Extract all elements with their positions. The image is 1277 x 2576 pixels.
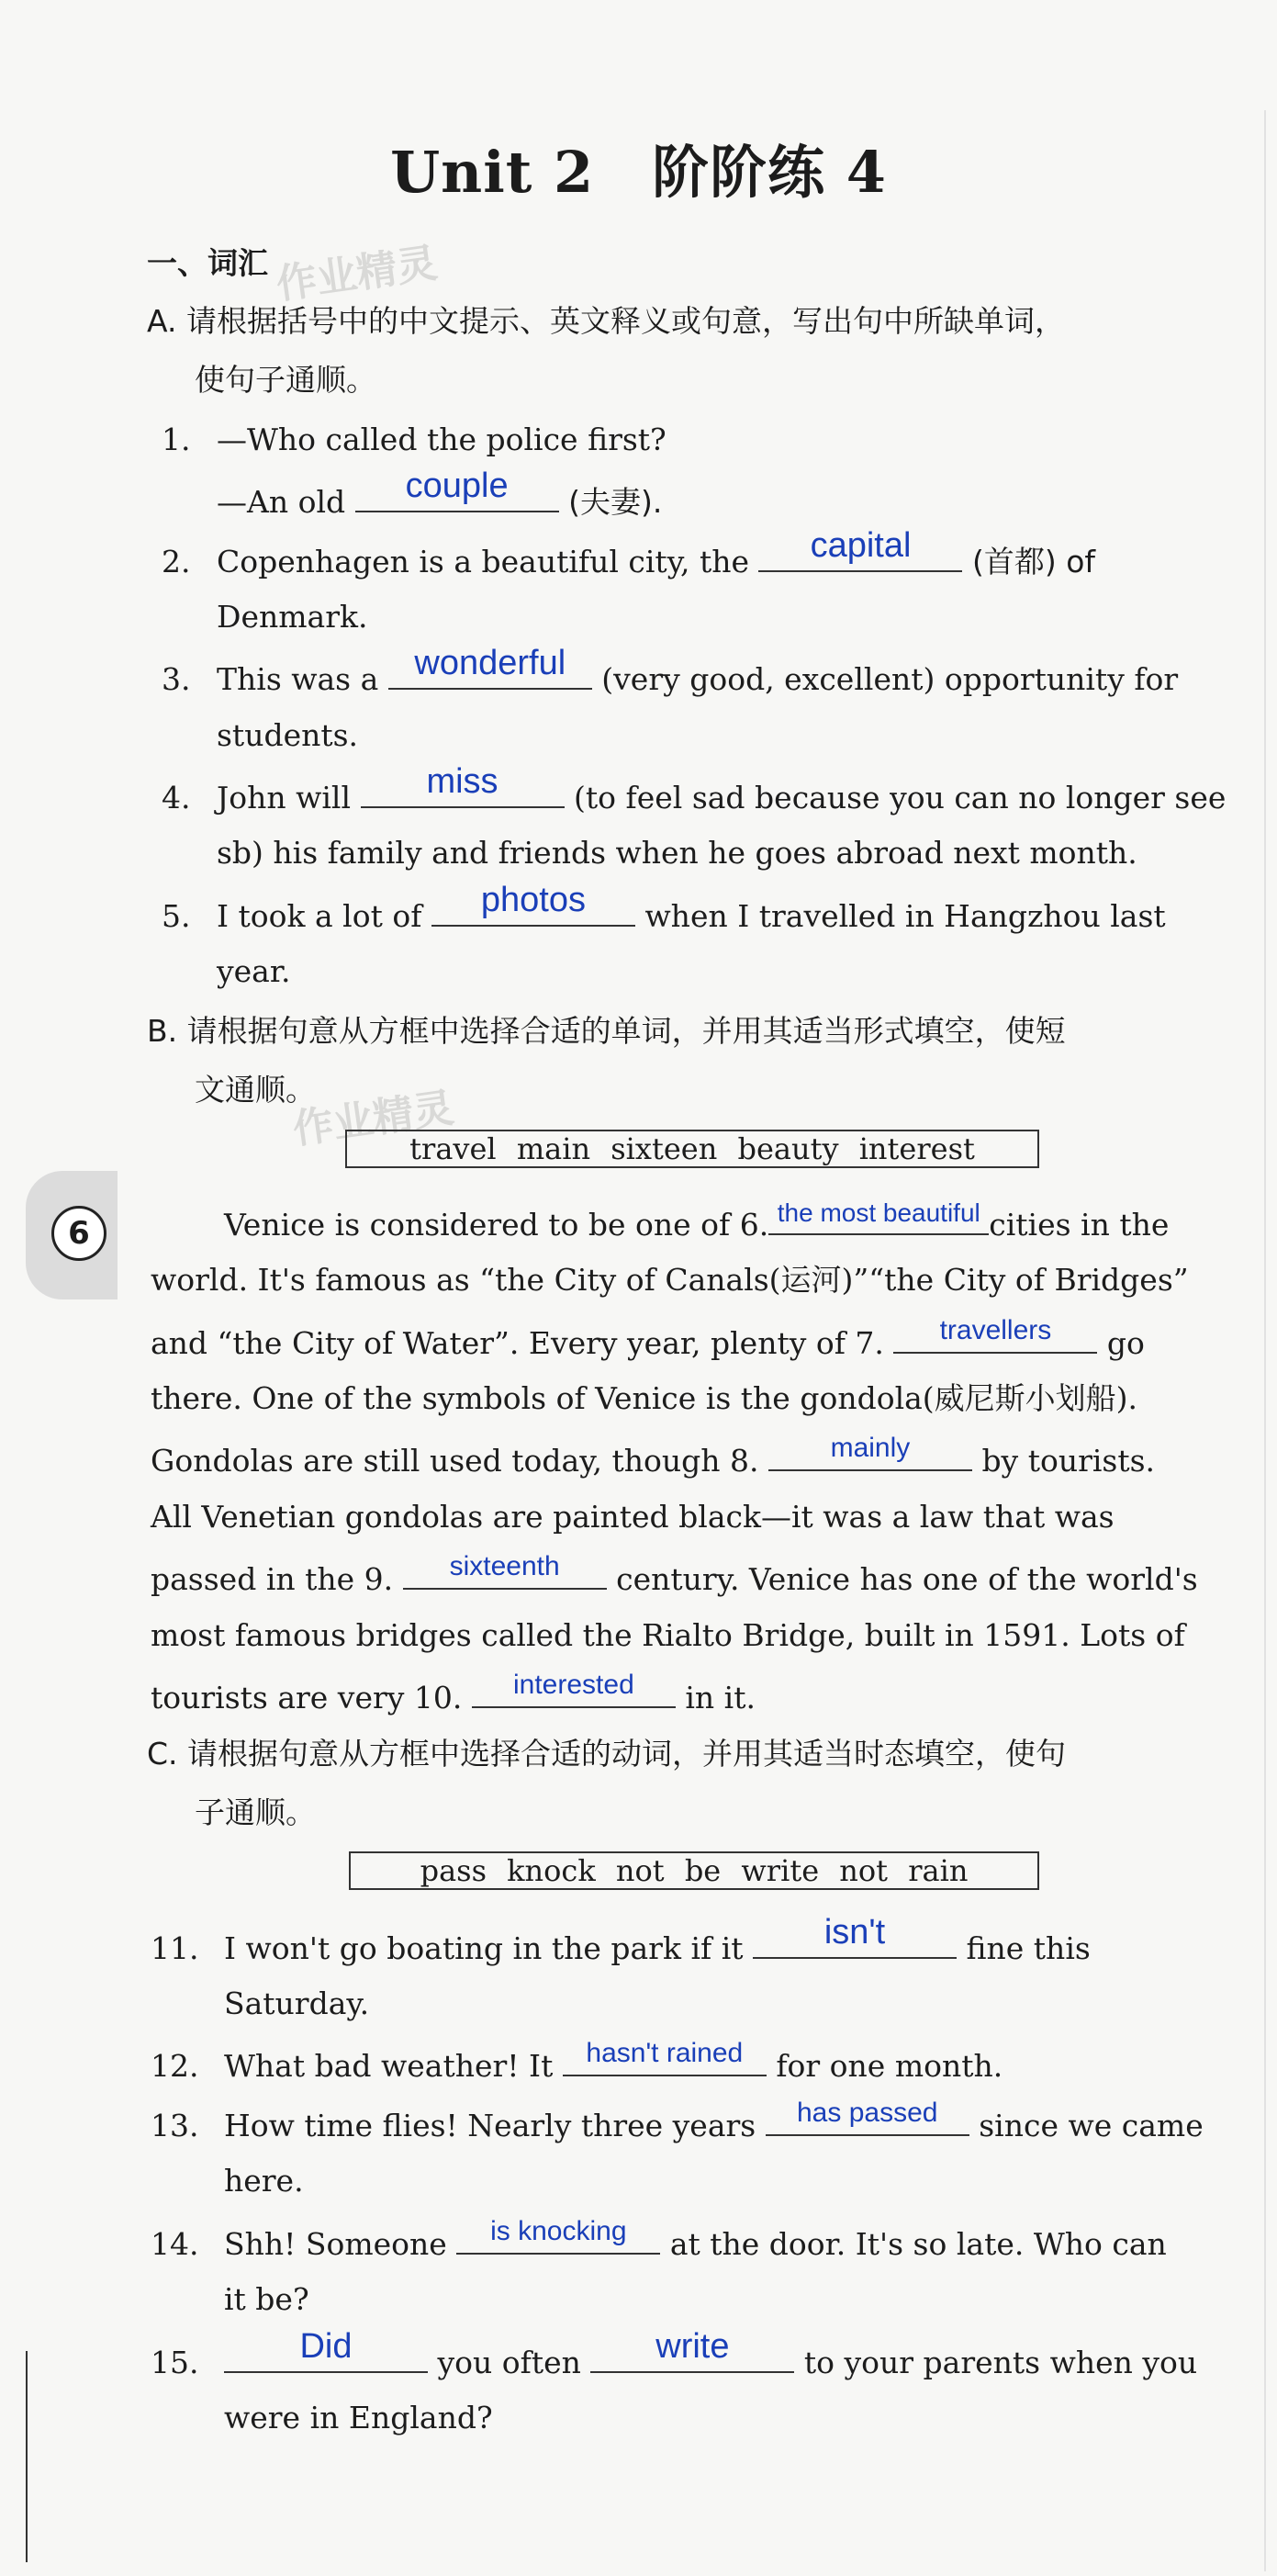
binding-line: [26, 2351, 28, 2562]
answer-blank[interactable]: [563, 2038, 767, 2076]
answer-blank[interactable]: [403, 1551, 607, 1590]
passage-line: [151, 1670, 756, 1715]
part-a-instruction: 使句子通顺。: [195, 362, 376, 398]
section-heading: 一、词汇: [147, 245, 268, 281]
answer-blank[interactable]: [753, 1913, 957, 1959]
question-text: How time flies! Nearly three years: [224, 2108, 756, 2143]
question-number: 5.: [162, 898, 191, 934]
question-number: 11.: [151, 1930, 199, 1966]
answer-text: write: [655, 2327, 730, 2366]
question-text: sb) his family and friends when he goes abroad next month.: [217, 835, 1137, 871]
question-text: This was a: [217, 661, 379, 697]
passage-text: in it.: [685, 1680, 756, 1715]
answer-blank[interactable]: [768, 1198, 989, 1235]
answer-blank[interactable]: [361, 762, 565, 808]
question-15: [151, 2327, 1198, 2380]
answer-text: capital: [810, 526, 912, 565]
question-number: 14.: [151, 2226, 199, 2262]
question-text: you often: [437, 2345, 581, 2380]
question-text: —An old: [217, 484, 346, 520]
question-text: Saturday.: [224, 1985, 370, 2021]
question-text: (首都) of: [971, 544, 1096, 579]
answer-blank[interactable]: [472, 1670, 676, 1708]
page-title: Unit 2 阶阶练 4: [390, 139, 887, 206]
answer-text: photos: [480, 881, 586, 919]
watermark: 作业精灵: [289, 1084, 457, 1153]
part-a-instruction: A. 请根据括号中的中文提示、英文释义或句意，写出句中所缺单词，: [147, 303, 1065, 339]
answer-blank[interactable]: [388, 644, 592, 690]
question-number: 3.: [162, 661, 191, 697]
question-1: [162, 424, 667, 455]
question-text: here.: [224, 2163, 304, 2199]
answer-blank[interactable]: [893, 1315, 1097, 1354]
question-13: [151, 2098, 1204, 2143]
question-number: 4.: [162, 780, 191, 816]
question-text: Copenhagen is a beautiful city, the: [217, 544, 749, 579]
question-3: [162, 644, 1179, 697]
answer-text: isn't: [823, 1913, 886, 1952]
question-number: 2.: [162, 544, 191, 579]
question-text: I took a lot of: [217, 898, 422, 934]
passage-line: [224, 1198, 1170, 1243]
question-text: for one month.: [776, 2048, 1003, 2084]
passage-text: and “the City of Water”. Every year, plenty of 7.: [151, 1325, 884, 1361]
question-number: 12.: [151, 2048, 199, 2084]
answer-text: has passed: [797, 2098, 938, 2128]
passage-line: [151, 1315, 1145, 1361]
answer-text: the most beautiful: [777, 1198, 980, 1227]
passage-text: century. Venice has one of the world's: [616, 1561, 1198, 1597]
passage-line: [151, 1551, 1198, 1597]
question-number: 13.: [151, 2108, 199, 2143]
question-number: 15.: [151, 2345, 199, 2380]
question-text: to your parents when you: [803, 2345, 1198, 2380]
answer-text: miss: [426, 762, 498, 801]
passage-line: [151, 1433, 1156, 1479]
question-text: at the door. It's so late. Who can: [669, 2226, 1167, 2262]
answer-blank[interactable]: [758, 526, 962, 572]
part-b-instruction: 文通顺。: [195, 1072, 316, 1108]
part-c-instruction: 子通顺。: [195, 1794, 316, 1830]
question-text: I won't go boating in the park if it: [224, 1930, 744, 1966]
answer-text: wonderful: [414, 644, 566, 682]
question-text: it be?: [224, 2281, 309, 2317]
passage-text: Venice is considered to be one of 6.: [224, 1207, 769, 1243]
question-text: (to feel sad because you can no longer see: [574, 780, 1227, 816]
word-box: travel main sixteen beauty interest: [345, 1130, 1039, 1168]
answer-blank[interactable]: [224, 2327, 428, 2373]
answer-blank[interactable]: [431, 881, 635, 927]
watermark: 作业精灵: [273, 239, 441, 309]
passage-text: passed in the 9.: [151, 1561, 394, 1597]
answer-text: interested: [513, 1670, 634, 1700]
passage-line: world. It's famous as “the City of Canals(运河)”“the City of Bridges”: [151, 1262, 1189, 1298]
passage-text: cities in the: [989, 1207, 1170, 1243]
question-2: [162, 526, 1096, 579]
question-text: students.: [217, 717, 359, 753]
question-text: were in England?: [224, 2400, 493, 2435]
question-text: (very good, excellent) opportunity for: [601, 661, 1179, 697]
answer-text: sixteenth: [449, 1551, 560, 1581]
answer-text: couple: [405, 467, 509, 505]
part-b-instruction: B. 请根据句意从方框中选择合适的单词，并用其适当形式填空，使短: [147, 1013, 1066, 1049]
answer-blank[interactable]: [355, 467, 559, 512]
word-box: pass knock not be write not rain: [349, 1851, 1039, 1890]
answer-blank[interactable]: [766, 2098, 969, 2136]
passage-line: there. One of the symbols of Venice is the gondola(威尼斯小划船).: [151, 1380, 1138, 1416]
question-text: —Who called the police first?: [217, 422, 667, 457]
question-text: Denmark.: [217, 599, 368, 635]
answer-blank[interactable]: [456, 2216, 660, 2255]
question-text: fine this: [966, 1930, 1091, 1966]
answer-text: is knocking: [490, 2216, 627, 2246]
passage-line: most famous bridges called the Rialto Bridge, built in 1591. Lots of: [151, 1617, 1185, 1653]
question-text: (夫妻).: [568, 484, 663, 520]
passage-line: All Venetian gondolas are painted black—it was a law that was: [151, 1499, 1115, 1535]
question-text: since we came: [979, 2108, 1204, 2143]
answer-blank[interactable]: [590, 2327, 794, 2373]
part-c-instruction: C. 请根据句意从方框中选择合适的动词，并用其适当时态填空，使句: [147, 1736, 1067, 1772]
answer-text: travellers: [939, 1315, 1052, 1345]
answer-blank[interactable]: [768, 1433, 972, 1471]
question-5: [162, 881, 1166, 934]
question-text: Shh! Someone: [224, 2226, 447, 2262]
passage-text: Gondolas are still used today, though 8.: [151, 1443, 759, 1479]
passage-text: tourists are very 10.: [151, 1680, 463, 1715]
question-12: [151, 2038, 1003, 2084]
question-text: John will: [217, 780, 352, 816]
page-edge-shadow: [1264, 110, 1266, 2571]
answer-text: Did: [299, 2327, 353, 2366]
question-14: [151, 2216, 1167, 2262]
passage-text: by tourists.: [981, 1443, 1156, 1479]
question-number: 1.: [162, 422, 191, 457]
question-text: year.: [217, 953, 291, 989]
question-4: [162, 762, 1227, 816]
question-11: [151, 1913, 1091, 1966]
answer-text: hasn't rained: [586, 2038, 744, 2068]
passage-text: go: [1106, 1325, 1145, 1361]
question-1-answer-line: [217, 467, 663, 520]
question-text: What bad weather! It: [224, 2048, 554, 2084]
question-text: when I travelled in Hangzhou last: [644, 898, 1166, 934]
page-number: 6: [51, 1206, 106, 1261]
answer-text: mainly: [830, 1433, 911, 1463]
